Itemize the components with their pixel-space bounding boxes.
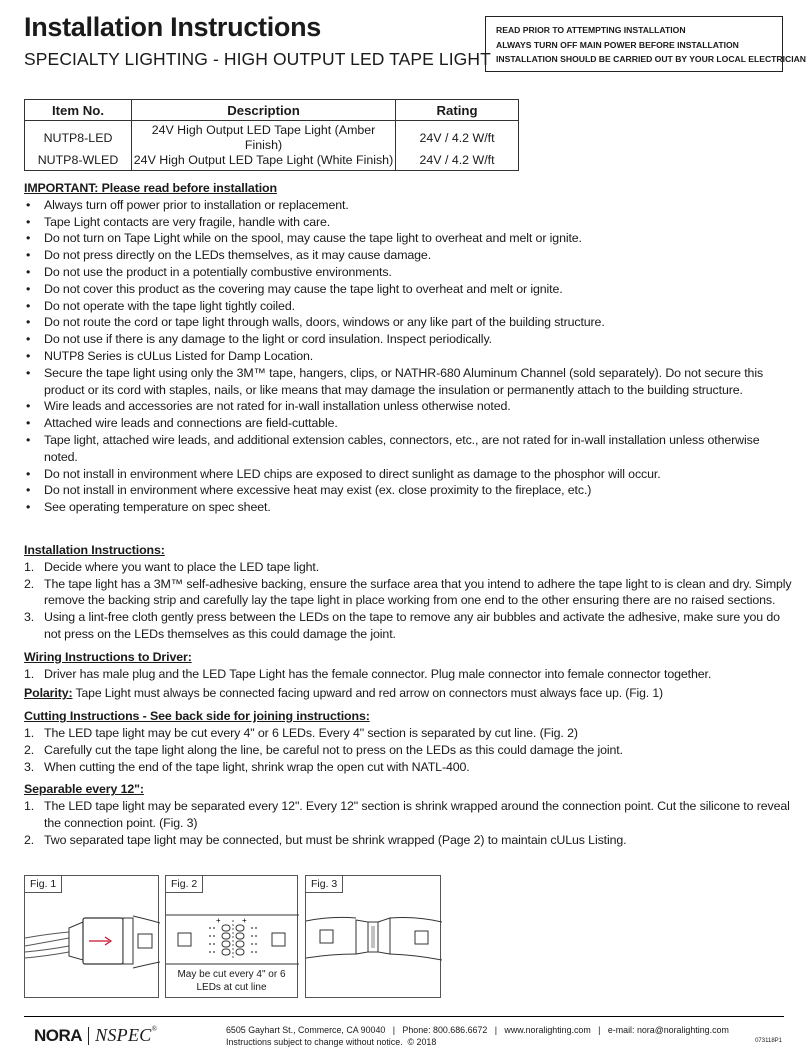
warning-box [485,16,807,72]
cutting-heading: Cutting Instructions - See back side for joining instructions: [24,709,370,724]
wiring-steps [24,666,792,683]
table-cell: 24V / 4.2 W/ft [396,153,519,171]
figure-3 [305,875,441,998]
list-item: • NUTP8 Series is cULus Listed for Damp Location. [24,348,792,365]
list-item: • Do not use the product in a potentially combustive environments. [24,264,792,281]
polarity-note [24,685,792,702]
cutting-steps [24,725,792,775]
list-item: 2. Carefully cut the tape light along the line, be careful not to press on the LEDs as this could damage the joint. [24,742,623,757]
page-subtitle: SPECIALTY LIGHTING - HIGH OUTPUT LED TAPE LIGHT [24,49,491,69]
list-item: • Secure the tape light using only the 3M™ tape, hangers, clips, or NATHR-680 Aluminum Channel (sold separately). Do not secure this product or its cord with staples, nails, or like means that may damage the insulation or permanently attach to the building structure. [24,365,792,399]
list-item: • Do not operate with the tape light tightly coiled. [24,298,792,315]
separable-joint-illustration [306,876,442,999]
list-item: • Attached wire leads and connections are field-cuttable. [24,415,792,432]
table-cell: NUTP8-WLED [25,153,132,171]
installation-steps [24,559,792,643]
footer-divider [24,1016,784,1017]
step-text: When cutting the end of the tape light, shrink wrap the open cut with NATL-400. [44,759,470,774]
figure-1 [24,875,159,998]
step-text: Carefully cut the tape light along the line, be careful not to press on the LEDs as this could damage the joint. [44,742,623,757]
svg-text:+: + [242,916,247,925]
step-text: The tape light has a 3M™ self-adhesive backing, ensure the surface area that you intend to adhere the tape light to is clean and dry. Simply remove the backing strip and carefully lay the tape light in place working from one end to the other ensuring there are no raised sections. [44,576,792,608]
step-text: The LED tape light may be cut every 4" or 6 LEDs. Every 4" section is separated by cut line. (Fig. 2) [44,725,578,740]
item-table [24,99,519,171]
figure-label: Fig. 3 [306,876,343,893]
list-item: • Tape Light contacts are very fragile, handle with care. [24,214,792,231]
column-header: Rating [396,100,519,121]
figure-label: Fig. 1 [25,876,62,893]
table-cell: 24V High Output LED Tape Light (White Finish) [132,153,396,171]
footer-notice: Instructions subject to change without notice. © 2018 [226,1037,437,1047]
page-title: Installation Instructions [24,12,322,42]
column-header: Description [132,100,396,121]
logo-divider [88,1027,89,1045]
list-item: • Wire leads and accessories are not rated for in-wall installation unless otherwise noted. [24,398,792,415]
footer-address: 6505 Gayhart St., Commerce, CA 90040 | Phone: 800.686.6672 | www.noralighting.com | e-mail: nora@noralighting.com [226,1025,729,1035]
list-item: • Do not turn on Tape Light while on the spool, may cause the tape light to overheat and melt or ignite. [24,230,792,247]
list-item: 2. Two separated tape light may be connected, but must be shrink wrapped (Page 2) to maintain cULus Listing. [24,832,627,847]
list-item: 1. The LED tape light may be separated every 12". Every 12" section is shrink wrapped around the connection point. Cut the silicone to reveal the connection point. (Fig. 3) [24,799,790,830]
list-item: 1. Decide where you want to place the LED tape light. [24,559,320,574]
step-text: Decide where you want to place the LED tape light. [44,559,320,574]
list-item: • Do not install in environment where excessive heat may exist (ex. close proximity to the fireplace, etc.) [24,482,792,499]
list-item: • Do not press directly on the LEDs themselves, as it may cause damage. [24,247,792,264]
figure-caption: May be cut every 4" or 6 LEDs at cut line [177,969,286,993]
important-heading: IMPORTANT: Please read before installation [24,181,277,195]
footer-contact [226,1024,729,1048]
table-row [25,153,519,171]
separable-steps [24,798,792,848]
list-item: 3. Using a lint-free cloth gently press between the LEDs on the tape to remove any air bubbles and activate the adhesive, make sure you do not press on the LEDs themselves as this could damage the joint. [24,610,780,641]
instructions-body [24,180,792,848]
table-header-row [25,100,519,121]
polarity-label: Polarity: [24,686,73,701]
table-cell: 24V High Output LED Tape Light (Amber Finish) [132,121,396,154]
list-item: • Do not cover this product as the covering may cause the tape light to overheat and melt or ignite. [24,281,792,298]
list-item: • Do not use if there is any damage to the light or cord insulation. Inspect periodically. [24,331,792,348]
step-text: The LED tape light may be separated every 12". Every 12" section is shrink wrapped around the connection point. Cut the silicone to reveal the connection point. (Fig. 3) [44,799,790,830]
table-row [25,121,519,154]
figure-2 [165,875,298,998]
table-cell: 24V / 4.2 W/ft [396,121,519,154]
nspec-logo: NSPEC® [95,1025,158,1045]
list-item: • Always turn off power prior to installation or replacement. [24,197,792,214]
list-item: 2. The tape light has a 3M™ self-adhesive backing, ensure the surface area that you intend to adhere the tape light to is clean and dry. Simply remove the backing strip and carefully lay the tape light in place working from one end to the other ensuring there are no raised sections. [24,576,792,608]
warning-line: INSTALLATION SHOULD BE CARRIED OUT BY YOUR LOCAL ELECTRICIAN [496,54,807,64]
figure-label: Fig. 2 [166,876,203,893]
list-item: 1. Driver has male plug and the LED Tape Light has the female connector. Plug male connector into female connector together. [24,666,712,681]
brand-logo [34,1025,157,1046]
step-text: Two separated tape light may be connected, but must be shrink wrapped (Page 2) to maintain cULus Listing. [44,832,627,847]
nora-logo: NORA [34,1025,83,1045]
step-text: Driver has male plug and the LED Tape Light has the female connector. Plug male connector into female connector together. [44,666,712,681]
list-item: • Do not install in environment where LED chips are exposed to direct sunlight as damage to the phosphor will occur. [24,466,792,483]
separable-heading: Separable every 12": [24,782,144,797]
important-list [24,197,792,516]
step-text: Using a lint-free cloth gently press between the LEDs on the tape to remove any air bubbles and activate the adhesive, make sure you do not press on the LEDs themselves as this could damage the joint. [44,610,780,641]
list-item: • See operating temperature on spec sheet. [24,499,792,516]
warning-line: ALWAYS TURN OFF MAIN POWER BEFORE INSTALLATION [496,39,739,50]
wiring-heading: Wiring Instructions to Driver: [24,649,192,664]
list-item: • Tape light, attached wire leads, and additional extension cables, connectors, etc., are not rated for in-wall installation unless otherwise noted. [24,432,792,466]
table-cell: NUTP8-LED [25,121,132,154]
svg-text:+: + [216,916,221,925]
polarity-text: Tape Light must always be connected facing upward and red arrow on connectors must always face up. (Fig. 1) [72,686,663,701]
connector-illustration [25,876,160,999]
list-item: 3. When cutting the end of the tape light, shrink wrap the open cut with NATL-400. [24,759,470,774]
column-header: Item No. [25,100,132,121]
warning-line: READ PRIOR TO ATTEMPTING INSTALLATION [496,25,686,35]
installation-heading: Installation Instructions: [24,542,165,557]
list-item: 1. The LED tape light may be cut every 4" or 6 LEDs. Every 4" section is separated by cut line. (Fig. 2) [24,725,578,740]
document-code: 073118P1 [755,1038,782,1044]
list-item: • Do not route the cord or tape light through walls, doors, windows or any like part of the building structure. [24,314,792,331]
